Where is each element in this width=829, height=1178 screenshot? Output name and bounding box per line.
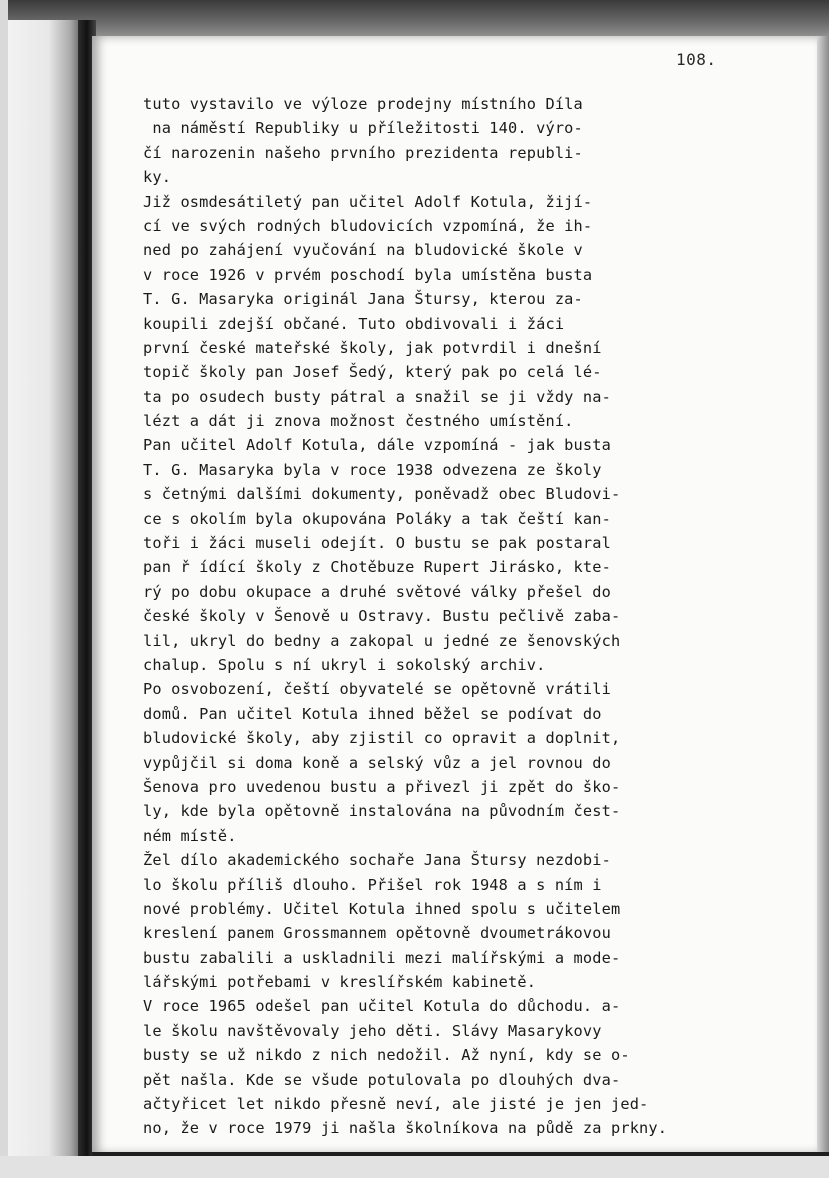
text-line: kreslení panem Grossmannem opětovně dvoumetrákovou	[143, 924, 611, 943]
page-bottom-shadow	[92, 1152, 829, 1156]
text-line: lářskými potřebami v kreslířském kabinetě.	[143, 973, 537, 992]
text-line: busty se už nikdo z nich nedožil. Až nyní, kdy se o-	[143, 1046, 630, 1065]
text-line: s četnými dalšími dokumenty, poněvadž obec Bludovi-	[143, 485, 621, 504]
text-line: domů. Pan učitel Kotula ihned běžel se podívat do	[143, 704, 602, 723]
text-line: no, že v roce 1979 ji našla školníkova na půdě za prkny.	[143, 1119, 668, 1138]
text-line: V roce 1965 odešel pan učitel Kotula do důchodu. a-	[143, 997, 621, 1016]
text-line: ky.	[143, 168, 172, 187]
text-line: lo školu příliš dlouho. Přišel rok 1948 a s ním i	[143, 875, 602, 894]
text-line: Pan učitel Adolf Kotula, dále vzpomíná - jak busta	[143, 436, 611, 455]
facing-page-edge	[0, 20, 88, 1178]
page-right-edge	[817, 36, 829, 1156]
text-line: cí ve svých rodných bludovicích vzpomíná, že ih-	[143, 216, 593, 235]
page-text	[143, 92, 667, 1141]
text-line: v roce 1926 v prvém poschodí byla umístěna busta	[143, 265, 593, 284]
text-line: T. G. Masaryka byla v roce 1938 odvezena ze školy	[143, 460, 602, 479]
text-line: Šenova pro uvedenou bustu a přivezl ji zpět do ško-	[143, 777, 621, 796]
text-line: na náměstí Republiky u příležitosti 140. výro-	[143, 119, 583, 138]
text-line: chalup. Spolu s ní ukryl i sokolský archiv.	[143, 655, 546, 674]
text-line: ly, kde byla opětovně instalována na původním čest-	[143, 802, 621, 821]
text-line: toři i žáci museli odejít. O bustu se pak postaral	[143, 534, 611, 553]
text-line: lézt a dát ji znova možnost čestného umístění.	[143, 412, 574, 431]
text-line: Již osmdesátiletý pan učitel Adolf Kotula, žijí-	[143, 192, 593, 211]
text-line: bludovické školy, aby zjistil co opravit a doplnit,	[143, 729, 621, 748]
text-line: topič školy pan Josef Šedý, který pak po celá lé-	[143, 363, 602, 382]
text-line: bustu zabalili a uskladnili mezi malířskými a mode-	[143, 948, 621, 967]
text-line: T. G. Masaryka originál Jana Štursy, kterou za-	[143, 290, 583, 309]
text-line: první české mateřské školy, jak potvrdil i dnešní	[143, 338, 602, 357]
scan-background-top	[0, 0, 829, 40]
text-line: české školy v Šenově u Ostravy. Bustu pečlivě zaba-	[143, 607, 621, 626]
text-line: nové problémy. Učitel Kotula ihned spolu s učitelem	[143, 899, 621, 918]
scan-background-bottom	[0, 1156, 829, 1178]
text-line: rý po dobu okupace a druhé světové války přešel do	[143, 582, 611, 601]
text-line: lil, ukryl do bedny a zakopal u jedné ze šenovských	[143, 631, 621, 650]
text-line: pan ř ídící školy z Chotěbuze Rupert Jirásko, kte-	[143, 558, 611, 577]
text-line: le školu navštěvovaly jeho děti. Slávy Masarykovy	[143, 1021, 602, 1040]
page-number: 108.	[676, 50, 717, 69]
text-line: ném místě.	[143, 826, 237, 845]
text-line: Po osvobození, čeští obyvatelé se opětovně vrátili	[143, 680, 611, 699]
text-line: čí narozenin našeho prvního prezidenta republi-	[143, 143, 583, 162]
text-line: vypůjčil si doma koně a selský vůz a jel rovnou do	[143, 753, 611, 772]
text-line: ta po osudech busty pátral a snažil se ji vždy na-	[143, 387, 611, 406]
text-line: ce s okolím byla okupována Poláky a tak čeští kan-	[143, 509, 611, 528]
text-line: ned po zahájení vyučování na bludovické škole v	[143, 241, 583, 260]
scan-left-margin	[0, 0, 8, 1178]
text-line: koupili zdejší občané. Tuto obdivovali i žáci	[143, 314, 565, 333]
text-line: Žel dílo akademického sochaře Jana Štursy nezdobi-	[143, 851, 611, 870]
text-line: ačtyřicet let nikdo přesně neví, ale jisté je jen jed-	[143, 1095, 649, 1114]
text-line: tuto vystavilo ve výloze prodejny místního Díla	[143, 95, 583, 113]
text-line: pět našla. Kde se všude potulovala po dlouhých dva-	[143, 1070, 621, 1089]
